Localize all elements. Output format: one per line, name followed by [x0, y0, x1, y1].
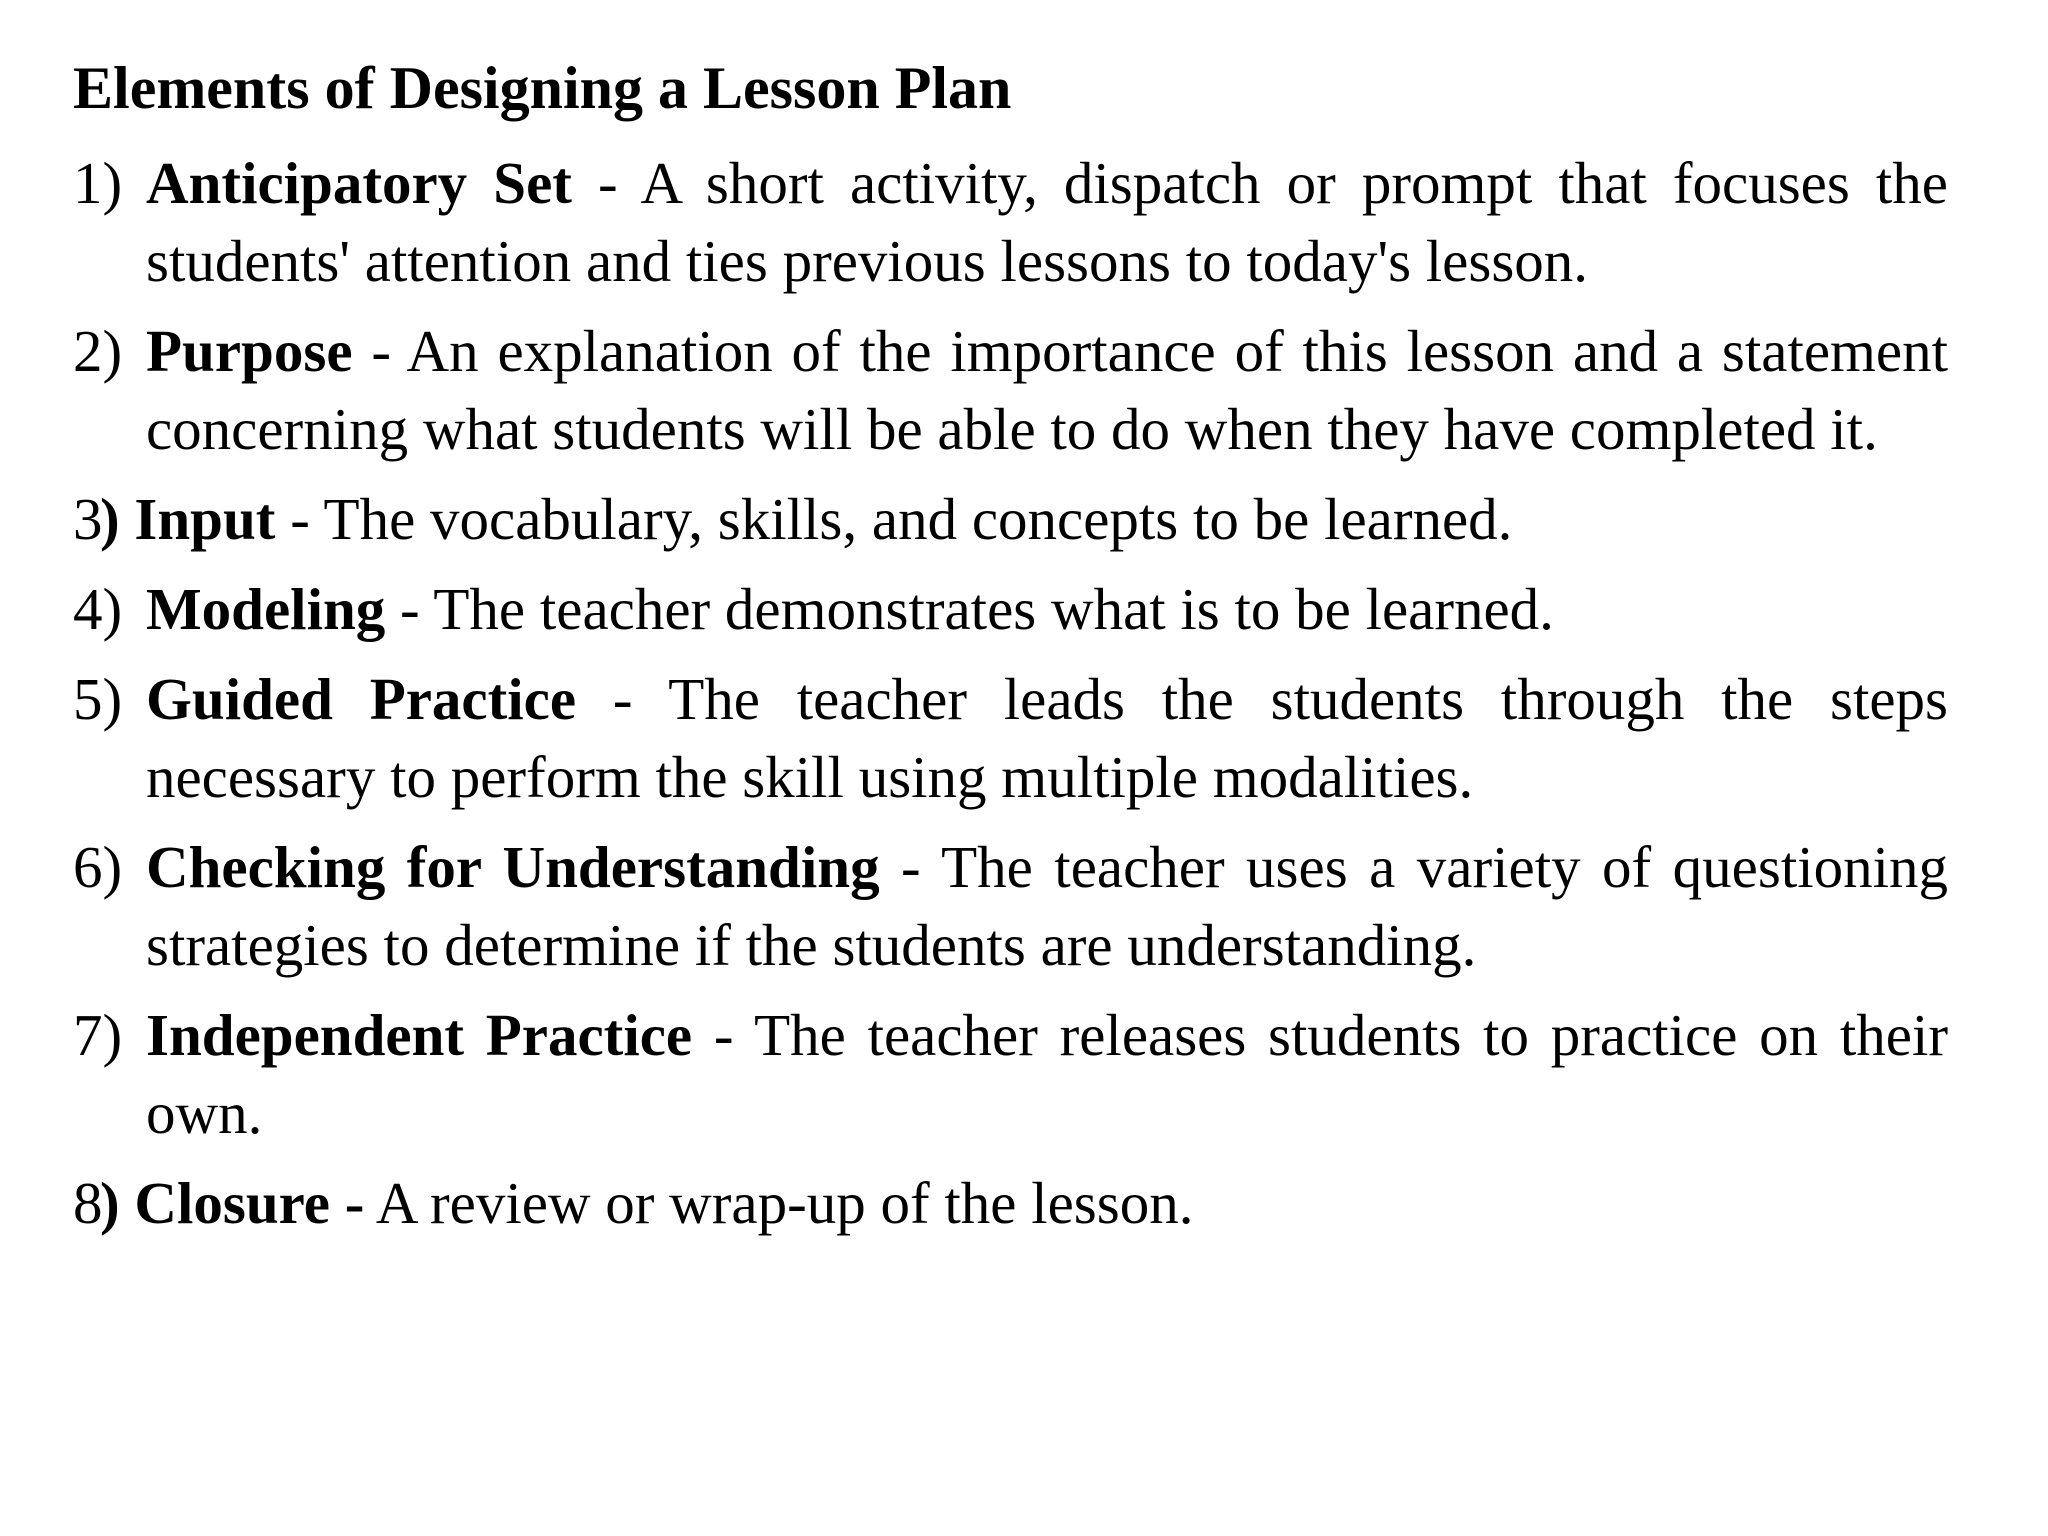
item-term: Anticipatory Set	[146, 150, 572, 216]
item-term: Independent Practice	[146, 1002, 693, 1068]
item-term: Guided Practice	[146, 666, 577, 732]
list-item-independent-practice	[73, 996, 1948, 1152]
item-separator	[364, 1170, 376, 1236]
list-item-closure	[73, 1164, 1948, 1242]
item-number: 1)	[73, 150, 123, 216]
item-description: The teacher uses a variety of questioning strategies to determine if the students are understanding.	[146, 834, 1948, 978]
item-description: The teacher demonstrates what is to be learned.	[433, 576, 1554, 642]
page-title: Elements of Designing a Lesson Plan	[73, 55, 1012, 121]
item-description: The teacher leads the students through the steps necessary to perform the skill using multiple modalities.	[146, 666, 1948, 810]
item-term: Purpose	[146, 318, 353, 384]
item-number: 3	[73, 486, 103, 552]
item-term: ) Closure -	[100, 1170, 365, 1236]
item-description: A review or wrap-up of the lesson.	[375, 1170, 1194, 1236]
item-separator: -	[879, 834, 942, 900]
item-separator: -	[275, 486, 324, 552]
item-number: 8	[73, 1170, 103, 1236]
item-number: 6)	[73, 834, 123, 900]
item-number: 2)	[73, 318, 123, 384]
item-term: Checking for Understanding	[146, 834, 880, 900]
list-item-modeling	[73, 570, 1948, 648]
item-separator: -	[571, 150, 641, 216]
list-item-anticipatory-set	[73, 144, 1948, 300]
item-description: The vocabulary, skills, and concepts to be learned.	[323, 486, 1513, 552]
item-separator: -	[692, 1002, 755, 1068]
list-item-guided-practice	[73, 660, 1948, 816]
list-item-input	[73, 480, 1948, 558]
item-description: The teacher releases students to practice on their own.	[146, 1002, 1948, 1146]
item-number: 5)	[73, 666, 123, 732]
item-separator: -	[352, 318, 407, 384]
lesson-plan-elements-list	[73, 144, 1948, 1242]
item-term: Modeling	[146, 576, 386, 642]
item-number: 7)	[73, 1002, 123, 1068]
slide-content	[73, 56, 1948, 1254]
item-description: A short activity, dispatch or prompt that focuses the students' attention and ties previous lessons to today's lesson.	[146, 150, 1948, 294]
list-item-purpose	[73, 312, 1948, 468]
item-number: 4)	[73, 576, 123, 642]
item-description: An explanation of the importance of this lesson and a statement concerning what students will be able to do when they have completed it.	[146, 318, 1948, 462]
list-item-checking-for-understanding	[73, 828, 1948, 984]
item-term: ) Input	[100, 486, 276, 552]
item-separator: -	[385, 576, 434, 642]
item-separator: -	[576, 666, 669, 732]
